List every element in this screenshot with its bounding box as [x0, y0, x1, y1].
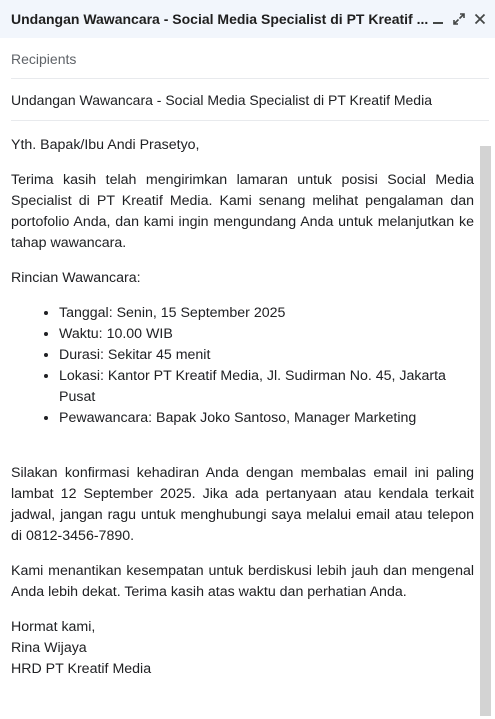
subject-text: Undangan Wawancara - Social Media Specialist di PT Kreatif Media	[11, 92, 432, 108]
close-icon	[474, 13, 486, 25]
compose-titlebar[interactable]	[0, 0, 495, 38]
recipients-field[interactable]	[11, 39, 489, 79]
closing-paragraph: Kami menantikan kesempatan untuk berdiskusi lebih jauh dan mengenal Anda lebih dekat. Terima kasih atas waktu dan perhatian Anda.	[11, 563, 474, 600]
sender-title: HRD PT Kreatif Media	[11, 661, 152, 677]
minimize-button[interactable]	[429, 9, 447, 29]
signoff-text: Hormat kami,	[11, 619, 96, 635]
intro-paragraph: Terima kasih telah mengirimkan lamaran untuk posisi Social Media Specialist di PT Kreatif Media. Kami senang melihat pengalaman dan portofolio Anda, dan kami ingin mengundang Anda untuk melanjutkan ke tahap wawancara.	[11, 172, 474, 251]
greeting-text: Yth. Bapak/Ibu Andi Prasetyo,	[11, 137, 200, 153]
recipients-placeholder: Recipients	[11, 50, 77, 67]
minimize-icon	[432, 13, 444, 25]
list-item: • Durasi: Sekitar 45 menit	[59, 345, 474, 366]
confirmation-paragraph: Silakan konfirmasi kehadiran Anda dengan membalas email ini paling lambat 12 September 2025. Jika ada pertanyaan atau kendala terkait jadwal, jangan ragu untuk menghubungi saya melalui email atau telepon di 0812-3456-7890.	[11, 465, 474, 544]
signature-block	[11, 617, 474, 680]
expand-icon	[453, 13, 465, 25]
list-item: • Lokasi: Kantor PT Kreatif Media, Jl. Sudirman No. 45, Jakarta Pusat	[59, 366, 474, 408]
list-item: • Waktu: 10.00 WIB	[59, 324, 474, 345]
details-list	[11, 303, 474, 429]
list-item: • Pewawancara: Bapak Joko Santoso, Manager Marketing	[59, 408, 474, 429]
subject-field[interactable]	[11, 80, 489, 121]
list-item: • Tanggal: Senin, 15 September 2025	[59, 303, 474, 324]
scrollbar-thumb[interactable]	[480, 146, 491, 716]
close-button[interactable]	[471, 9, 489, 29]
sender-name: Rina Wijaya	[11, 640, 87, 656]
details-heading: Rincian Wawancara:	[11, 270, 141, 286]
compose-title: Undangan Wawancara - Social Media Specialist di PT Kreatif ...	[11, 11, 429, 27]
message-body[interactable]	[11, 121, 474, 680]
window-controls	[426, 9, 489, 29]
expand-button[interactable]	[450, 9, 468, 29]
